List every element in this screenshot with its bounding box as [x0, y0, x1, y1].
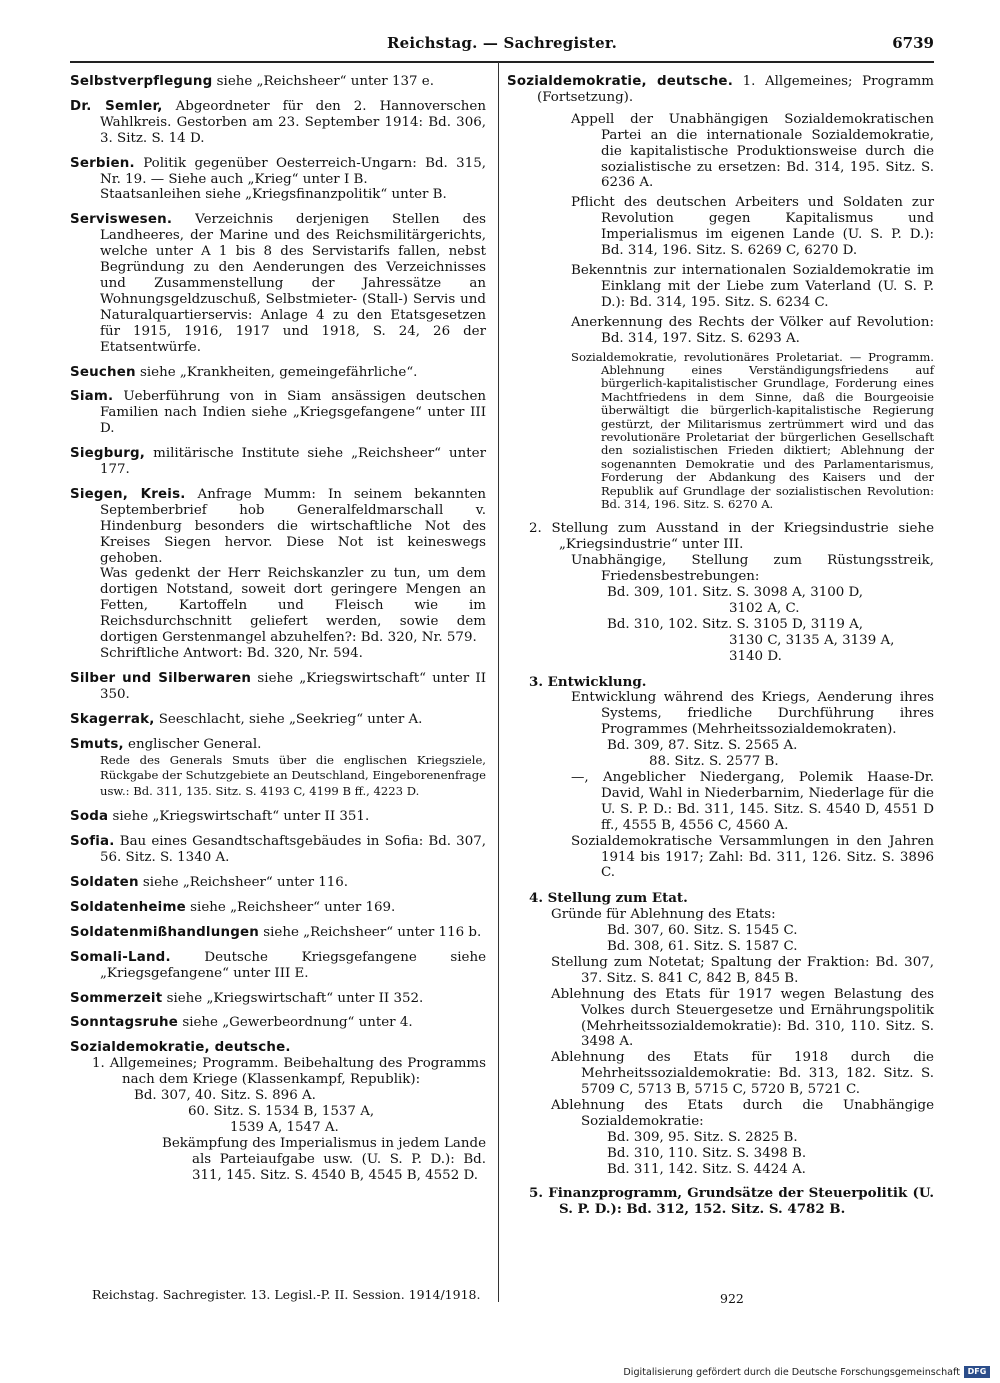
entry-keyword: Selbstverpflegung	[70, 74, 213, 89]
subentry-text: Ablehnung des Etats für 1918 durch die Mehrheitssozialdemokratie: Bd. 313, 182. Sitz. S. 5709 C, 5713 B, 5715 C, 5720 B, 5721 C.	[551, 1050, 934, 1098]
index-entry	[70, 925, 486, 941]
subentry-text: —, Angeblicher Niedergang, Polemik Haase-Dr. David, Wahl in Niederbarnim, Niederlage für die U. S. P. D.: Bd. 311, 145. Sitz. S. 4540 D, 4551 D ff., 4555 B, 4556 C, 4560 A.	[571, 769, 934, 833]
index-entry	[70, 487, 486, 662]
footer-sheet-number: 922	[720, 1291, 744, 1306]
column-divider	[498, 62, 499, 1302]
citation: 1539 A, 1547 A.	[230, 1119, 339, 1135]
entry-text: siehe „Reichsheer“ unter 137 e.	[212, 74, 434, 89]
entry-text: Bau eines Gesandtschaftsgebäudes in Sofia: Bd. 307, 56. Sitz. S. 1340 A.	[100, 834, 486, 866]
entry-subtext: Was gedenkt der Herr Reichskanzler zu tun, um dem dortigen Notstand, soweit dort geringere Mengen an Fetten, Kartoffeln und Fleisch wie im Reichsdurchschnitt geliefert werden, sowie dem dortigen Gerstenmangel abzuhelfen?: Bd. 320, Nr. 579.	[100, 566, 486, 646]
subentry-text: Unabhängige, Stellung zum Rüstungsstreik, Friedensbestrebungen:	[571, 553, 934, 585]
entry-text: siehe „Reichsheer“ unter 116 b.	[259, 924, 482, 940]
index-entry	[70, 991, 486, 1007]
index-entry	[70, 834, 486, 866]
section-heading: 5. Finanzprogramm, Grundsätze der Steuerpolitik (U. S. P. D.): Bd. 312, 152. Sitz. S. 4782 B.	[529, 1184, 934, 1217]
subentry-text: Gründe für Ablehnung des Etats:	[551, 907, 776, 923]
digitization-credit	[623, 1366, 990, 1378]
citation: 3130 C, 3135 A, 3139 A,	[729, 632, 895, 648]
entry-keyword: Sofia.	[70, 834, 115, 850]
citation: Bd. 310, 102. Sitz. S. 3105 D, 3119 A,	[607, 616, 864, 632]
subentry-text: Bekämpfung des Imperialismus in jedem Lande als Parteiaufgabe usw. (U. S. P. D.): Bd. 311, 145. Sitz. S. 4540 B, 4545 B, 4552 D.	[162, 1135, 486, 1183]
entry-text: Seeschlacht, siehe „Seekrieg“ unter A.	[154, 711, 423, 727]
entry-keyword: Sommerzeit	[70, 990, 163, 1006]
entry-subtext: Rede des Generals Smuts über die englischen Kriegsziele, Rückgabe der Schutzgebiete an Deutschland, Eingeborenenfrage usw.: Bd. 311, 135. Sitz. S. 4193 C, 4199 B ff., 4223 D.	[100, 752, 486, 799]
entry-keyword: Sozialdemokratie, deutsche.	[507, 74, 733, 89]
subentry-text: Bekenntnis zur internationalen Sozialdemokratie im Einklang mit der Liebe zum Vaterland (U. S. P. D.): Bd. 314, 195. Sitz. S. 6234 C.	[571, 262, 934, 310]
index-entry	[70, 365, 486, 381]
page-header	[70, 34, 934, 58]
citation: 60. Sitz. S. 1534 B, 1537 A,	[188, 1103, 375, 1119]
entry-keyword: Seuchen	[70, 364, 136, 380]
index-entry	[70, 671, 486, 703]
dfg-logo-icon: DFG	[964, 1366, 990, 1378]
credit-text: Digitalisierung gefördert durch die Deutsche Forschungsgemeinschaft	[623, 1366, 960, 1378]
entry-text: Verzeichnis derjenigen Stellen des Landheeres, der Marine und des Reichsmilitärgerichts, welche unter A 1 bis 8 des Servistarifs fallen, nebst Begründung zu den Aenderungen des Verzeichnisses und Zusammenstellung der Jahressätze an Wohnungsgeldzuschuß, Selbstmieter- (Stall-) Servis und Naturalquartierservis: Anlage 4 zu den Etatsgesetzen für 1915, 1916, 1917 und 1918, S. 24, 26 der Etatsentwürfe.	[100, 212, 486, 355]
citation: Bd. 309, 101. Sitz. S. 3098 A, 3100 D,	[607, 585, 864, 600]
entry-keyword: Silber und Silberwaren	[70, 670, 252, 686]
entry-text: siehe „Kriegswirtschaft“ unter II 352.	[162, 990, 424, 1006]
index-entry	[70, 156, 486, 204]
entry-subtext: Staatsanleihen siehe „Kriegsfinanzpolitik“ unter B.	[100, 187, 447, 203]
subentry-text: Sozialdemokratie, revolutionäres Proletariat. — Programm. Ablehnung eines Verständigungsfriedens auf bürgerlich-kapitalistischer Grundlage, Forderung eines Machtfriedens in dem Sinne, daß die Bourgeoisie überwältigt die bürgerlich-kapitalistische Regierung gestürzt, der Militarismus zertrümmert wird und das revolutionäre Proletariat der bürgerlichen Gesellschaft den sozialistischen Frieden diktiert; Ablehnung der sogenannten Demokratie und des Parlamentarismus, Forderung der Abdankung des Kaisers und der Republik auf Grundlage der sozialistischen Revolution: Bd. 314, 196. Sitz. S. 6270 A.	[571, 349, 934, 511]
citation: 3140 D.	[729, 648, 782, 664]
subentry-text: Entwicklung während des Kriegs, Aenderung ihres Systems, friedliche Durchführung ihres Programmes (Mehrheitssozialdemokraten).	[571, 690, 934, 738]
entry-keyword: Siam.	[70, 389, 114, 405]
left-column	[70, 74, 486, 1183]
index-entry	[70, 212, 486, 355]
index-entry	[70, 1015, 486, 1031]
running-title: Reichstag. — Sachregister.	[386, 34, 618, 52]
entry-subtext: Schriftliche Antwort: Bd. 320, Nr. 594.	[100, 646, 363, 661]
page-number: 6739	[892, 34, 934, 52]
subentry-text: Anerkennung des Rechts der Völker auf Revolution: Bd. 314, 197. Sitz. S. 6293 A.	[571, 314, 934, 346]
section-heading: 4. Stellung zum Etat.	[529, 890, 688, 907]
entry-keyword: Soldatenmißhandlungen	[70, 924, 259, 940]
index-entry	[507, 74, 934, 106]
entry-text: siehe „Kriegswirtschaft“ unter II 350.	[100, 670, 486, 702]
entry-text: Anfrage Mumm: In seinem bekannten Septemberbrief hob Generalfeldmarschall v. Hindenburg besonders die wirtschaftliche Not des Kreises Siegen hervor. Diese Not ist keineswegs gehoben.	[100, 486, 487, 566]
entry-keyword: Dr. Semler,	[70, 98, 163, 114]
entry-text: siehe „Krankheiten, gemeingefährliche“.	[135, 364, 418, 380]
citation: Bd. 309, 87. Sitz. S. 2565 A.	[607, 738, 798, 754]
citation: Bd. 310, 110. Sitz. S. 3498 B.	[607, 1145, 807, 1161]
subentry-text: Sozialdemokratische Versammlungen in den Jahren 1914 bis 1917; Zahl: Bd. 311, 126. Sitz. S. 3896 C.	[571, 833, 934, 881]
index-entry	[70, 389, 486, 437]
index-entry	[70, 712, 486, 728]
entry-text: Politik gegenüber Oesterreich-Ungarn: Bd. 315, Nr. 19. — Siehe auch „Krieg“ unter I B.	[100, 155, 486, 187]
entry-keyword: Skagerrak,	[70, 711, 155, 727]
section-heading: 3. Entwicklung.	[529, 673, 647, 690]
entry-keyword: Sonntagsruhe	[70, 1015, 179, 1031]
right-column	[507, 74, 934, 1217]
entry-keyword: Soldaten	[70, 874, 139, 890]
entry-keyword: Smuts,	[70, 736, 124, 752]
citation: 88. Sitz. S. 2577 B.	[649, 754, 779, 770]
entry-keyword: Soldatenheime	[70, 899, 186, 915]
subentry-text: 1. Allgemeines; Programm. Beibehaltung des Programms nach dem Kriege (Klassenkampf, Republik):	[92, 1056, 486, 1088]
entry-text: siehe „Gewerbeordnung“ unter 4.	[178, 1015, 413, 1031]
entry-text: englischer General.	[123, 736, 262, 752]
index-entry	[70, 900, 486, 916]
entry-keyword: Siegen, Kreis.	[70, 486, 186, 502]
entry-keyword: Sozialdemokratie, deutsche.	[70, 1040, 291, 1056]
citation: Bd. 311, 142. Sitz. S. 4424 A.	[607, 1161, 806, 1177]
section-heading: 2. Stellung zum Ausstand in der Kriegsindustrie siehe „Kriegsindustrie“ unter III.	[529, 521, 934, 553]
header-rule	[70, 61, 934, 63]
entry-text: militärische Institute siehe „Reichsheer“ unter 177.	[100, 446, 486, 478]
entry-keyword: Somali-Land.	[70, 949, 171, 965]
index-entry	[70, 809, 486, 825]
index-entry	[70, 446, 486, 478]
subentry-text: Stellung zum Notetat; Spaltung der Fraktion: Bd. 307, 37. Sitz. S. 841 C, 842 B, 845 B.	[551, 954, 934, 986]
entry-keyword: Serviswesen.	[70, 212, 173, 228]
subentry-text: Pflicht des deutschen Arbeiters und Soldaten zur Revolution gegen Kapitalismus und Imperialismus im eigenen Lande (U. S. P. D.): Bd. 314, 196. Sitz. S. 6269 C, 6270 D.	[571, 195, 934, 259]
entry-text: siehe „Reichsheer“ unter 169.	[185, 899, 396, 915]
entry-text: Deutsche Kriegsgefangene siehe „Kriegsgefangene“ unter III E.	[100, 949, 486, 981]
index-entry	[70, 1040, 486, 1183]
citation: Bd. 309, 95. Sitz. S. 2825 B.	[607, 1129, 798, 1145]
index-entry	[70, 74, 486, 90]
subentry-text: Appell der Unabhängigen Sozialdemokratischen Partei an die internationale Sozialdemokratie, die kapitalistische Produktionsweise durch die sozialistische zu ersetzen: Bd. 314, 195. Sitz. S. 6236 A.	[571, 111, 934, 191]
entry-text: siehe „Kriegswirtschaft“ unter II 351.	[108, 809, 370, 825]
index-entry	[70, 99, 486, 147]
entry-keyword: Serbien.	[70, 155, 135, 171]
subentry-text: Ablehnung des Etats für 1917 wegen Belastung des Volkes durch Steuergesetze und Ernährungspolitik (Mehrheitssozialdemokratie): Bd. 310, 110. Sitz. S. 3498 A.	[551, 986, 934, 1050]
footer-left: Reichstag. Sachregister. 13. Legisl.-P. II. Session. 1914/1918.	[92, 1287, 481, 1302]
entry-keyword: Soda	[70, 809, 109, 825]
entry-keyword: Siegburg,	[70, 446, 146, 462]
citation: Bd. 307, 60. Sitz. S. 1545 C.	[607, 923, 798, 939]
index-entry	[70, 737, 486, 801]
entry-text: siehe „Reichsheer“ unter 116.	[138, 874, 349, 890]
entry-text: Abgeordneter für den 2. Hannoverschen Wahlkreis. Gestorben am 23. September 1914: Bd. 306, 3. Sitz. S. 14 D.	[100, 98, 486, 146]
entry-text: 1. Allgemeines; Programm (Fortsetzung).	[537, 74, 934, 105]
citation: 3102 A, C.	[729, 600, 800, 616]
citation: Bd. 308, 61. Sitz. S. 1587 C.	[607, 939, 798, 955]
entry-text: Ueberführung von in Siam ansässigen deutschen Familien nach Indien siehe „Kriegsgefangene“ unter III D.	[100, 389, 486, 437]
subentry-text: Ablehnung des Etats durch die Unabhängige Sozialdemokratie:	[551, 1098, 934, 1129]
citation: Bd. 307, 40. Sitz. S. 896 A.	[134, 1088, 316, 1104]
index-entry	[70, 875, 486, 891]
index-entry	[70, 950, 486, 982]
